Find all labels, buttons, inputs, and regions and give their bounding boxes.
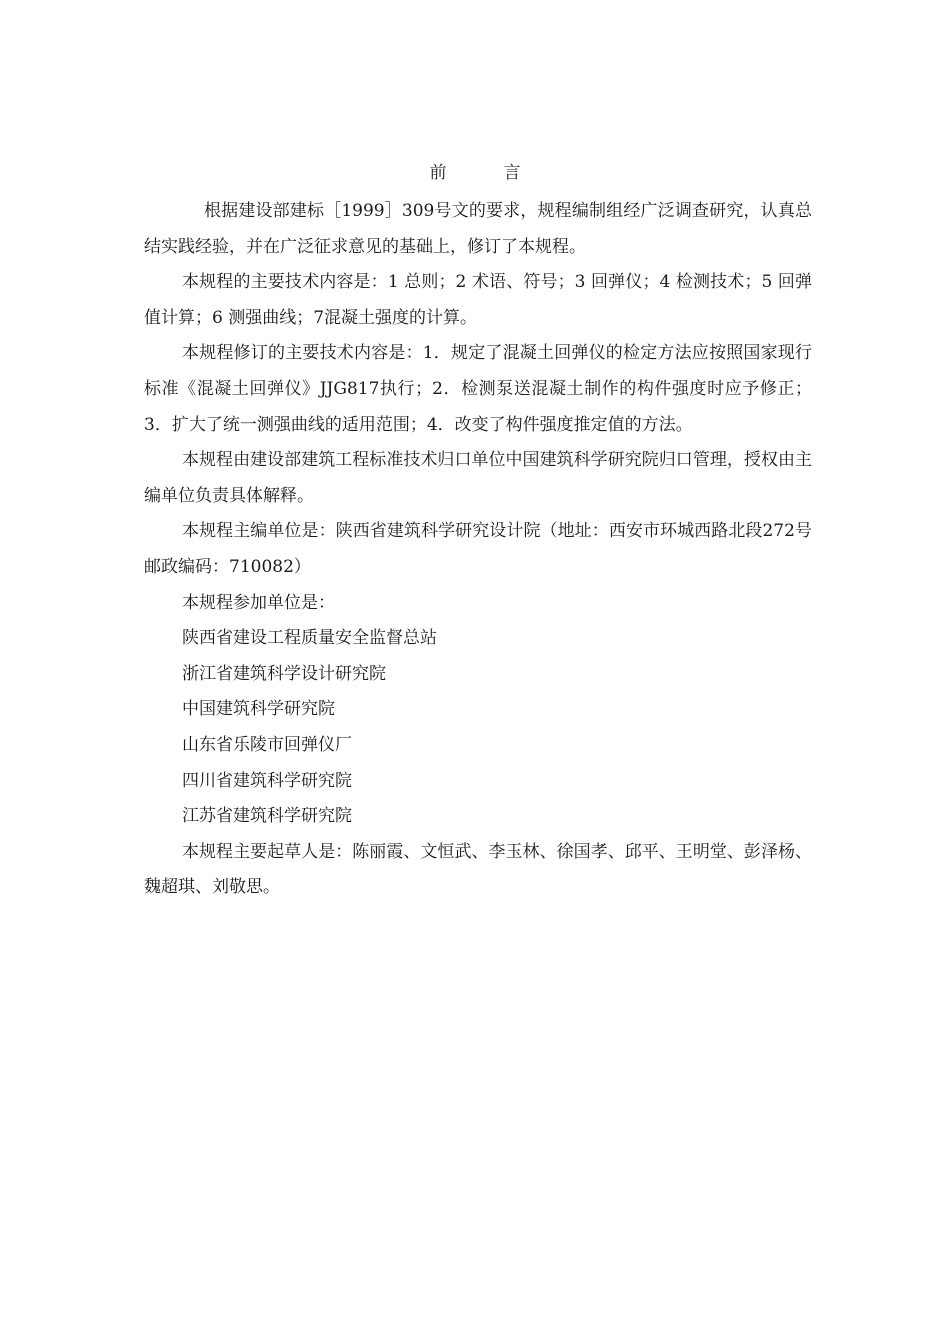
paragraph-drafters: 本规程主要起草人是：陈丽霞、文恒武、李玉林、徐国孝、邱平、王明堂、彭泽杨、魏超琪、刘敬思。 xyxy=(144,841,812,898)
participating-units-list xyxy=(144,621,812,835)
paragraph-main-content: 本规程的主要技术内容是：1 总则；2 术语、符号；3 回弹仪；4 检测技术；5 回弹值计算；6 测强曲线；7混凝土强度的计算。 xyxy=(144,272,812,328)
participating-unit: 山东省乐陵市回弹仪厂 xyxy=(182,734,352,755)
participating-unit: 陕西省建设工程质量安全监督总站 xyxy=(182,628,437,649)
participating-unit: 江苏省建筑科学研究院 xyxy=(182,806,352,827)
paragraph-revision-content: 本规程修订的主要技术内容是：1．规定了混凝土回弹仪的检定方法应按照国家现行标准《混凝土回弹仪》JJG817执行；2．检测泵送混凝土制作的构件强度时应予修正；3．扩大了统一测强曲线的适用范围；4．改变了构件强度推定值的方法。 xyxy=(144,343,812,435)
document-body xyxy=(144,194,812,906)
participating-unit: 浙江省建筑科学设计研究院 xyxy=(182,663,386,684)
participating-unit: 中国建筑科学研究院 xyxy=(182,699,335,720)
paragraph-management: 本规程由建设部建筑工程标准技术归口单位中国建筑科学研究院归口管理，授权由主编单位负责具体解释。 xyxy=(144,450,812,506)
page-title: 前 言 xyxy=(429,163,541,183)
paragraph-chief-editor: 本规程主编单位是：陕西省建筑科学研究设计院（地址：西安市环城西路北段272号 邮政编码：710082） xyxy=(144,521,812,577)
paragraph-background: 根据建设部建标［1999］309号文的要求，规程编制组经广泛调查研究，认真总结实践经验，并在广泛征求意见的基础上，修订了本规程。 xyxy=(144,201,812,257)
paragraph-participants-heading: 本规程参加单位是： xyxy=(182,592,335,613)
participating-unit: 四川省建筑科学研究院 xyxy=(182,770,352,791)
